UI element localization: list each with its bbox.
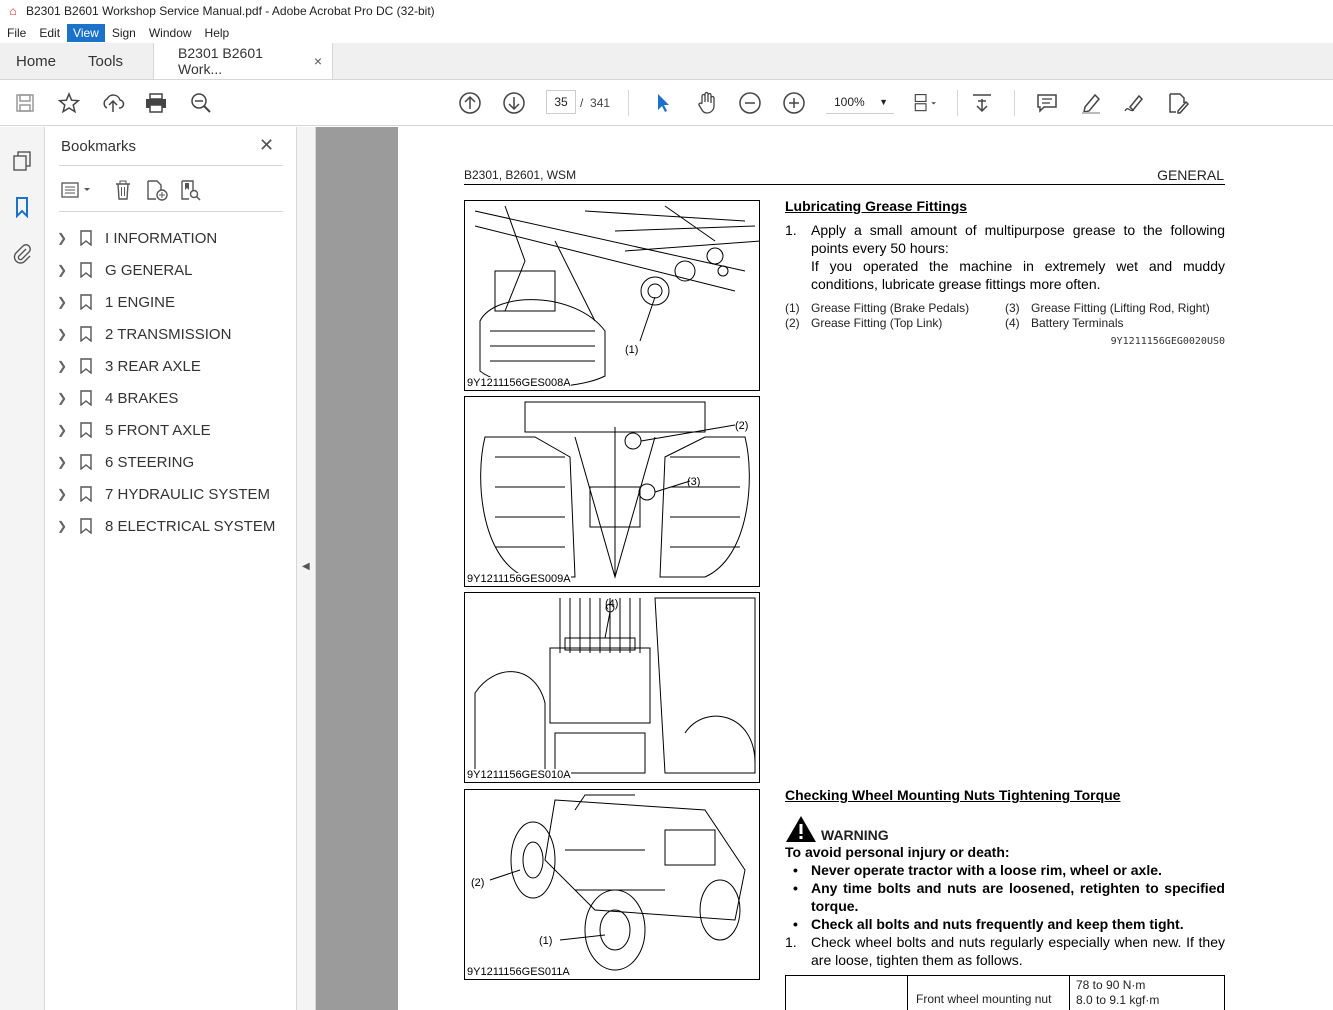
highlight-pen-icon[interactable] [1078, 90, 1104, 116]
torque-value-nm: 78 to 90 N·m [1076, 978, 1146, 992]
document-code: 9Y1211156GEG0020US0 [1110, 336, 1225, 347]
warning-body [785, 843, 1225, 969]
pdf-page [398, 127, 1333, 1010]
bookmark-item[interactable] [55, 382, 295, 414]
bookmark-icon [79, 454, 93, 470]
bookmark-item[interactable] [55, 510, 295, 542]
tab-document-label: B2301 B2601 Work... [178, 45, 263, 77]
legend-num: (1) [785, 301, 800, 315]
bookmark-item[interactable] [55, 222, 295, 254]
figure-caption: 9Y1211156GES008A [467, 377, 571, 389]
chevron-right-icon[interactable]: ❯ [57, 487, 68, 501]
select-cursor-icon[interactable] [650, 90, 676, 116]
figure-drawing [465, 593, 760, 783]
torque-value-kgf: 8.0 to 9.1 kgf·m [1076, 993, 1160, 1007]
panel-splitter[interactable] [297, 127, 316, 1010]
step-number: 1. [785, 222, 797, 238]
figure-drawing [465, 397, 760, 587]
edit-pdf-icon[interactable] [1165, 90, 1191, 116]
step-text [811, 221, 1225, 293]
menu-help[interactable]: Help [204, 25, 230, 40]
bullet-text: Check all bolts and nuts frequently and keep them tight. [811, 916, 1184, 932]
section-grease-fittings [785, 197, 1225, 293]
bookmark-label: 7 HYDRAULIC SYSTEM [105, 485, 271, 503]
title-bar [0, 0, 1333, 22]
legend-text: Grease Fitting (Brake Pedals) [811, 301, 970, 315]
toolbar-divider [1014, 90, 1015, 116]
header-rule [464, 184, 1225, 185]
callout-label: (4) [605, 598, 619, 610]
chevron-right-icon[interactable]: ❯ [57, 327, 68, 341]
step-text: Check wheel bolts and nuts regularly especially when new. If they are loose, tighten them as follows. [811, 934, 1225, 968]
tab-close-icon[interactable]: × [313, 53, 323, 69]
figure-battery-terminals [464, 592, 760, 783]
chevron-right-icon[interactable]: ❯ [57, 391, 68, 405]
bookmark-icon [79, 326, 93, 342]
tab-tools[interactable]: Tools [88, 52, 124, 70]
page-number-input[interactable]: 35 [546, 90, 576, 114]
bookmark-item[interactable] [55, 286, 295, 318]
bookmark-label: 5 FRONT AXLE [105, 421, 211, 439]
bullet-text: Any time bolts and nuts are loosened, retighten to specified torque. [811, 880, 1225, 914]
legend-text: Battery Terminals [1031, 316, 1124, 330]
page-header-right: GENERAL [1157, 167, 1224, 183]
section-title: Lubricating Grease Fittings [785, 198, 968, 214]
figure-caption: 9Y1211156GES011A [467, 966, 570, 978]
bookmark-icon [79, 390, 93, 406]
callout-label: (1) [539, 935, 553, 947]
legend-row [785, 316, 1225, 331]
figure-drawing [465, 201, 760, 391]
page-total: 341 [590, 96, 611, 110]
find-bookmark-icon[interactable] [179, 177, 203, 203]
zoom-out-icon[interactable] [737, 90, 763, 116]
bookmark-icon [79, 262, 93, 278]
chevron-right-icon[interactable]: ❯ [57, 423, 68, 437]
torque-label: Front wheel mounting nut [908, 976, 1070, 1010]
toolbar-divider [957, 90, 958, 116]
attachments-icon[interactable] [10, 241, 34, 265]
bookmarks-title: Bookmarks [61, 138, 137, 155]
bookmark-label: 2 TRANSMISSION [105, 325, 232, 343]
menu-bar [0, 22, 1333, 43]
warning-intro: To avoid personal injury or death: [785, 844, 1010, 860]
legend-row [785, 301, 1225, 316]
bookmark-label: 3 REAR AXLE [105, 357, 201, 375]
menu-window[interactable]: Window [148, 25, 192, 40]
menu-file[interactable]: File [7, 25, 27, 40]
acrobat-icon: ⌂ [9, 4, 17, 18]
bookmark-label: 1 ENGINE [105, 293, 176, 311]
zoom-in-icon[interactable] [781, 90, 807, 116]
figure-rear-fittings [464, 396, 760, 587]
bookmark-label: 4 BRAKES [105, 389, 179, 407]
warning-bullet: • Never operate tractor with a loose rim, wheel or axle. [785, 861, 1225, 879]
chevron-right-icon[interactable]: ❯ [57, 359, 68, 373]
chevron-right-icon[interactable]: ❯ [57, 231, 68, 245]
toolbar-divider [628, 90, 629, 116]
page-separator: / [580, 96, 584, 110]
figure-caption: 9Y1211156GES009A [467, 573, 571, 585]
bookmark-icon [79, 518, 93, 534]
collapse-panel-icon[interactable]: ◀ [302, 561, 310, 572]
warning-heading [785, 815, 889, 843]
step-line: If you operated the machine in extremely wet and muddy conditions, lubricate grease fittings more often. [811, 258, 1225, 292]
page-thumbnails-icon[interactable] [10, 149, 34, 173]
bookmark-item[interactable] [55, 254, 295, 286]
tab-home[interactable]: Home [16, 52, 57, 70]
menu-sign[interactable]: Sign [111, 25, 136, 40]
step-item [785, 221, 1225, 293]
legend-text: Grease Fitting (Lifting Rod, Right) [1031, 301, 1210, 315]
step-line: Apply a small amount of multipurpose grease to the following points every 50 hours: [811, 222, 1225, 256]
bookmark-icon [79, 230, 93, 246]
callout-label: (2) [471, 877, 485, 889]
close-icon[interactable]: ✕ [259, 135, 275, 155]
document-viewport[interactable] [316, 127, 1333, 1010]
bookmarks-list [55, 222, 295, 542]
sign-pen-icon[interactable] [1121, 90, 1147, 116]
page-display-icon[interactable] [913, 90, 939, 116]
hand-tool-icon[interactable] [694, 90, 720, 116]
chevron-right-icon[interactable]: ❯ [57, 455, 68, 469]
bookmark-label: G GENERAL [105, 261, 193, 279]
figure-drawing [465, 790, 760, 980]
star-icon[interactable] [56, 90, 82, 116]
step-number: 1. [785, 934, 797, 950]
callout-label: (3) [687, 476, 701, 488]
bookmark-item[interactable] [55, 350, 295, 382]
comment-icon[interactable] [1034, 90, 1060, 116]
bookmark-item[interactable] [55, 414, 295, 446]
tab-bar [0, 43, 1333, 80]
figure-wheel-nuts [464, 789, 760, 980]
figure-brake-pedal-fitting [464, 200, 760, 391]
bookmark-icon [79, 294, 93, 310]
legend-text: Grease Fitting (Top Link) [811, 316, 943, 330]
new-bookmark-icon[interactable] [145, 177, 169, 203]
prev-page-icon[interactable] [457, 90, 483, 116]
legend-num: (4) [1005, 316, 1020, 330]
menu-view[interactable]: View [67, 24, 105, 42]
legend-num: (2) [785, 316, 800, 330]
next-page-icon[interactable] [501, 90, 527, 116]
chevron-right-icon[interactable]: ❯ [57, 295, 68, 309]
zoom-select[interactable] [826, 90, 894, 114]
delete-bookmark-icon[interactable] [111, 177, 135, 203]
chevron-down-icon: ▼ [879, 97, 888, 107]
figure-legend [785, 301, 1225, 331]
page-header-left: B2301, B2601, WSM [464, 168, 577, 182]
scroll-mode-icon[interactable] [969, 90, 995, 116]
bookmarks-panel-icon[interactable] [10, 195, 34, 219]
warning-label: WARNING [821, 827, 889, 843]
bookmark-item[interactable] [55, 478, 295, 510]
legend-num: (3) [1005, 301, 1020, 315]
divider [59, 165, 283, 166]
bookmark-label: 6 STEERING [105, 453, 195, 471]
divider [59, 211, 283, 212]
bullet-text: Never operate tractor with a loose rim, wheel or axle. [811, 862, 1162, 878]
zoom-value: 100% [834, 95, 865, 109]
bookmark-icon [79, 422, 93, 438]
menu-edit[interactable]: Edit [39, 25, 61, 40]
bookmark-icon [79, 358, 93, 374]
bookmark-label: 8 ELECTRICAL SYSTEM [105, 517, 276, 535]
torque-values [1076, 978, 1159, 1008]
bookmarks-panel [45, 127, 297, 1010]
bookmark-item[interactable] [55, 446, 295, 478]
left-rail [0, 127, 45, 1010]
window-title: B2301 B2601 Workshop Service Manual.pdf - Adobe Acrobat Pro DC (32-bit) [26, 4, 435, 18]
tab-document[interactable] [153, 43, 333, 79]
bookmark-icon [79, 486, 93, 502]
callout-label: (1) [625, 344, 639, 356]
zoom-search-icon[interactable] [188, 90, 214, 116]
print-icon[interactable] [143, 90, 169, 116]
torque-table [785, 975, 1225, 1010]
bookmark-item[interactable] [55, 318, 295, 350]
table-cell [786, 976, 908, 1010]
chevron-right-icon[interactable]: ❯ [57, 263, 68, 277]
warning-bullet: • Check all bolts and nuts frequently and keep them tight. [785, 915, 1225, 933]
section-title: Checking Wheel Mounting Nuts Tightening Torque [785, 787, 1121, 803]
warning-icon [785, 815, 817, 843]
callout-label: (2) [735, 420, 749, 432]
bookmark-options-icon[interactable] [59, 177, 95, 203]
upload-icon[interactable] [100, 90, 126, 116]
figure-caption: 9Y1211156GES010A [467, 769, 571, 781]
step-item [785, 933, 1225, 969]
section-wheel-torque-title [785, 786, 1225, 804]
page-count [580, 96, 610, 110]
chevron-right-icon[interactable]: ❯ [57, 519, 68, 533]
bookmark-label: I INFORMATION [105, 229, 218, 247]
save-icon[interactable] [12, 90, 38, 116]
warning-bullet: • Any time bolts and nuts are loosened, retighten to specified torque. [793, 880, 1225, 914]
